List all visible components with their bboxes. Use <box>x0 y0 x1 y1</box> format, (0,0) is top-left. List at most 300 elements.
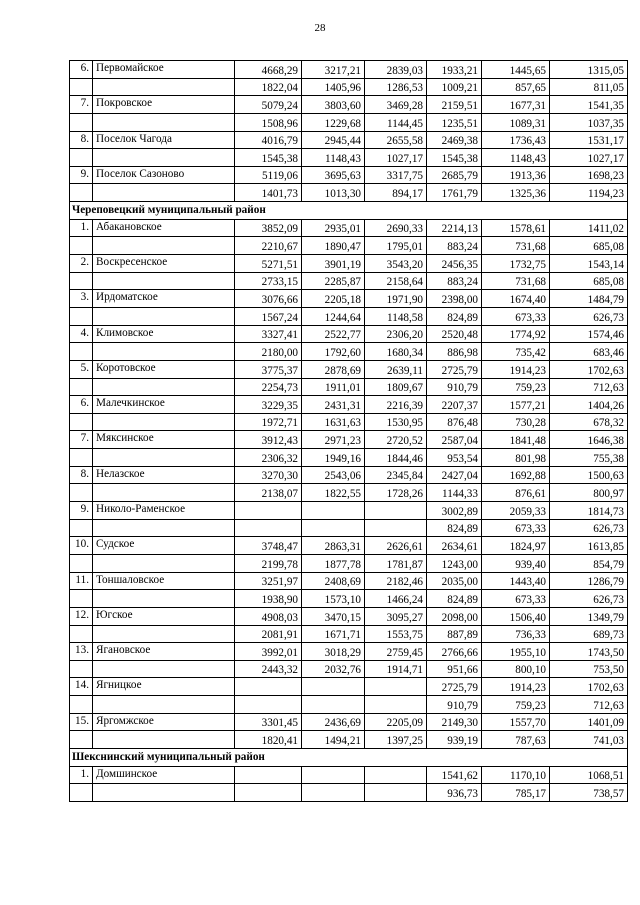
value-cell: 883,24 <box>427 272 482 290</box>
value-cell: 1933,21 <box>427 61 482 79</box>
table-row <box>70 184 628 202</box>
value-cell <box>302 766 365 784</box>
value-cell: 2081,91 <box>235 625 302 643</box>
row-index: 8. <box>70 131 93 149</box>
value-cell: 3543,20 <box>365 255 427 273</box>
value-cell: 3470,15 <box>302 607 365 625</box>
row-index <box>70 78 93 96</box>
settlement-name: Ирдоматское <box>93 290 235 308</box>
value-cell: 2443,32 <box>235 660 302 678</box>
value-cell: 3317,75 <box>365 166 427 184</box>
table-row <box>70 431 628 449</box>
row-index: 6. <box>70 61 93 79</box>
value-cell: 2431,31 <box>302 396 365 414</box>
value-cell <box>235 696 302 714</box>
value-cell: 2725,79 <box>427 678 482 696</box>
value-cell: 1702,63 <box>550 678 628 696</box>
value-cell: 3901,19 <box>302 255 365 273</box>
value-cell <box>302 519 365 537</box>
value-cell: 2685,79 <box>427 166 482 184</box>
value-cell: 1814,73 <box>550 502 628 520</box>
settlement-name: Мяксинское <box>93 431 235 449</box>
settlement-name <box>93 449 235 467</box>
row-index <box>70 554 93 572</box>
value-cell: 2182,46 <box>365 572 427 590</box>
value-cell: 3695,63 <box>302 166 365 184</box>
row-index <box>70 625 93 643</box>
value-cell: 1792,60 <box>302 343 365 361</box>
value-cell: 2427,04 <box>427 466 482 484</box>
value-cell: 1027,17 <box>550 149 628 167</box>
value-cell: 1466,24 <box>365 590 427 608</box>
value-cell: 1631,63 <box>302 413 365 431</box>
table-row <box>70 554 628 572</box>
tariff-table <box>69 60 628 802</box>
value-cell: 2138,07 <box>235 484 302 502</box>
value-cell: 3217,21 <box>302 61 365 79</box>
value-cell: 1955,10 <box>482 643 550 661</box>
value-cell: 712,63 <box>550 378 628 396</box>
value-cell: 1543,14 <box>550 255 628 273</box>
value-cell: 2935,01 <box>302 219 365 237</box>
value-cell: 1027,17 <box>365 149 427 167</box>
value-cell <box>235 502 302 520</box>
settlement-name: Яргомжское <box>93 713 235 731</box>
row-index <box>70 590 93 608</box>
row-index <box>70 343 93 361</box>
row-index: 5. <box>70 360 93 378</box>
value-cell: 3852,09 <box>235 219 302 237</box>
value-cell: 4908,03 <box>235 607 302 625</box>
value-cell: 1567,24 <box>235 307 302 325</box>
table-row <box>70 784 628 802</box>
settlement-name: Судское <box>93 537 235 555</box>
value-cell: 1013,30 <box>302 184 365 202</box>
value-cell <box>365 678 427 696</box>
value-cell: 854,79 <box>550 554 628 572</box>
value-cell <box>235 519 302 537</box>
value-cell: 1732,75 <box>482 255 550 273</box>
table-row <box>70 643 628 661</box>
value-cell: 673,33 <box>482 307 550 325</box>
row-index: 12. <box>70 607 93 625</box>
value-cell: 1574,46 <box>550 325 628 343</box>
value-cell: 683,46 <box>550 343 628 361</box>
row-index: 6. <box>70 396 93 414</box>
table-row <box>70 325 628 343</box>
table-row <box>70 766 628 784</box>
value-cell: 1530,95 <box>365 413 427 431</box>
value-cell: 1401,09 <box>550 713 628 731</box>
row-index: 1. <box>70 766 93 784</box>
value-cell: 1325,36 <box>482 184 550 202</box>
value-cell: 1545,38 <box>427 149 482 167</box>
value-cell: 2254,73 <box>235 378 302 396</box>
value-cell: 2839,03 <box>365 61 427 79</box>
settlement-name <box>93 272 235 290</box>
row-index <box>70 484 93 502</box>
value-cell: 1315,05 <box>550 61 628 79</box>
value-cell <box>365 766 427 784</box>
settlement-name <box>93 237 235 255</box>
value-cell: 939,40 <box>482 554 550 572</box>
value-cell: 2306,32 <box>235 449 302 467</box>
row-index <box>70 237 93 255</box>
value-cell: 953,54 <box>427 449 482 467</box>
value-cell: 1674,40 <box>482 290 550 308</box>
value-cell: 887,89 <box>427 625 482 643</box>
value-cell: 1286,53 <box>365 78 427 96</box>
value-cell: 5079,24 <box>235 96 302 114</box>
table-row <box>70 537 628 555</box>
value-cell <box>302 696 365 714</box>
value-cell: 787,63 <box>482 731 550 749</box>
value-cell <box>302 502 365 520</box>
table-row <box>70 113 628 131</box>
value-cell <box>302 784 365 802</box>
table-row <box>70 396 628 414</box>
value-cell: 1578,61 <box>482 219 550 237</box>
value-cell: 5271,51 <box>235 255 302 273</box>
settlement-name <box>93 113 235 131</box>
value-cell: 1500,63 <box>550 466 628 484</box>
value-cell: 1170,10 <box>482 766 550 784</box>
value-cell: 2158,64 <box>365 272 427 290</box>
value-cell: 3912,43 <box>235 431 302 449</box>
value-cell: 1494,21 <box>302 731 365 749</box>
value-cell: 2634,61 <box>427 537 482 555</box>
settlement-name <box>93 413 235 431</box>
value-cell: 1405,96 <box>302 78 365 96</box>
settlement-name <box>93 149 235 167</box>
row-index: 1. <box>70 219 93 237</box>
value-cell: 1949,16 <box>302 449 365 467</box>
row-index <box>70 519 93 537</box>
value-cell: 910,79 <box>427 696 482 714</box>
settlement-name <box>93 378 235 396</box>
value-cell: 712,63 <box>550 696 628 714</box>
row-index <box>70 784 93 802</box>
table-row <box>70 343 628 361</box>
settlement-name <box>93 554 235 572</box>
row-index <box>70 413 93 431</box>
value-cell: 3992,01 <box>235 643 302 661</box>
value-cell: 1680,34 <box>365 343 427 361</box>
value-cell: 3251,97 <box>235 572 302 590</box>
value-cell: 2945,44 <box>302 131 365 149</box>
settlement-name <box>93 731 235 749</box>
row-index <box>70 378 93 396</box>
settlement-name <box>93 784 235 802</box>
value-cell: 1244,64 <box>302 307 365 325</box>
value-cell: 3803,60 <box>302 96 365 114</box>
value-cell: 1089,31 <box>482 113 550 131</box>
page-number: 28 <box>314 22 326 34</box>
value-cell: 1822,55 <box>302 484 365 502</box>
value-cell: 1972,71 <box>235 413 302 431</box>
row-index: 9. <box>70 166 93 184</box>
value-cell: 731,68 <box>482 272 550 290</box>
value-cell: 1235,51 <box>427 113 482 131</box>
value-cell: 1781,87 <box>365 554 427 572</box>
settlement-name <box>93 660 235 678</box>
value-cell: 1144,45 <box>365 113 427 131</box>
table-row <box>70 149 628 167</box>
value-cell: 1411,02 <box>550 219 628 237</box>
value-cell: 1037,35 <box>550 113 628 131</box>
value-cell: 2408,69 <box>302 572 365 590</box>
settlement-name <box>93 307 235 325</box>
settlement-name: Поселок Чагода <box>93 131 235 149</box>
settlement-name: Воскресенское <box>93 255 235 273</box>
table-row <box>70 61 628 79</box>
value-cell: 626,73 <box>550 590 628 608</box>
settlement-name: Абакановское <box>93 219 235 237</box>
settlement-name: Нелазское <box>93 466 235 484</box>
settlement-name: Коротовское <box>93 360 235 378</box>
value-cell: 894,17 <box>365 184 427 202</box>
table-row <box>70 607 628 625</box>
value-cell: 2543,06 <box>302 466 365 484</box>
table-row <box>70 449 628 467</box>
value-cell: 1761,79 <box>427 184 482 202</box>
value-cell: 1914,23 <box>482 678 550 696</box>
value-cell: 1698,23 <box>550 166 628 184</box>
value-cell: 800,97 <box>550 484 628 502</box>
value-cell: 1824,97 <box>482 537 550 555</box>
table-row <box>70 78 628 96</box>
value-cell: 753,50 <box>550 660 628 678</box>
table-row <box>70 219 628 237</box>
value-cell: 1243,00 <box>427 554 482 572</box>
value-cell: 1577,21 <box>482 396 550 414</box>
value-cell: 2878,69 <box>302 360 365 378</box>
table-row <box>70 166 628 184</box>
value-cell: 1553,75 <box>365 625 427 643</box>
value-cell: 1009,21 <box>427 78 482 96</box>
value-cell: 1913,36 <box>482 166 550 184</box>
value-cell: 800,10 <box>482 660 550 678</box>
value-cell: 673,33 <box>482 590 550 608</box>
value-cell: 1911,01 <box>302 378 365 396</box>
row-index <box>70 696 93 714</box>
settlement-name <box>93 590 235 608</box>
value-cell: 2766,66 <box>427 643 482 661</box>
row-index: 2. <box>70 255 93 273</box>
value-cell: 1557,70 <box>482 713 550 731</box>
value-cell: 2098,00 <box>427 607 482 625</box>
table-row <box>70 590 628 608</box>
settlement-name: Климовское <box>93 325 235 343</box>
table-row <box>70 255 628 273</box>
value-cell: 2306,20 <box>365 325 427 343</box>
value-cell: 1914,71 <box>365 660 427 678</box>
value-cell: 1820,41 <box>235 731 302 749</box>
value-cell: 678,32 <box>550 413 628 431</box>
value-cell: 2216,39 <box>365 396 427 414</box>
value-cell: 1890,47 <box>302 237 365 255</box>
value-cell: 2587,04 <box>427 431 482 449</box>
value-cell: 3018,29 <box>302 643 365 661</box>
table-row <box>70 660 628 678</box>
value-cell: 2626,61 <box>365 537 427 555</box>
row-index <box>70 449 93 467</box>
value-cell: 626,73 <box>550 519 628 537</box>
value-cell: 2205,18 <box>302 290 365 308</box>
value-cell: 2639,11 <box>365 360 427 378</box>
settlement-name: Первомайское <box>93 61 235 79</box>
value-cell: 3775,37 <box>235 360 302 378</box>
settlement-name: Ягницкое <box>93 678 235 696</box>
row-index: 10. <box>70 537 93 555</box>
settlement-name <box>93 184 235 202</box>
table-row <box>70 572 628 590</box>
row-index <box>70 184 93 202</box>
value-cell: 1844,46 <box>365 449 427 467</box>
value-cell: 910,79 <box>427 378 482 396</box>
value-cell: 2655,58 <box>365 131 427 149</box>
value-cell: 2205,09 <box>365 713 427 731</box>
section-title: Шекснинский муниципальный район <box>70 748 628 766</box>
value-cell: 3095,27 <box>365 607 427 625</box>
value-cell: 2149,30 <box>427 713 482 731</box>
value-cell: 1877,78 <box>302 554 365 572</box>
value-cell: 1229,68 <box>302 113 365 131</box>
value-cell: 1677,31 <box>482 96 550 114</box>
table-row <box>70 290 628 308</box>
value-cell: 4016,79 <box>235 131 302 149</box>
value-cell: 3469,28 <box>365 96 427 114</box>
value-cell: 2733,15 <box>235 272 302 290</box>
value-cell: 1068,51 <box>550 766 628 784</box>
value-cell: 2159,51 <box>427 96 482 114</box>
value-cell: 3270,30 <box>235 466 302 484</box>
value-cell: 1971,90 <box>365 290 427 308</box>
value-cell: 3076,66 <box>235 290 302 308</box>
value-cell: 2032,76 <box>302 660 365 678</box>
value-cell: 731,68 <box>482 237 550 255</box>
value-cell: 857,65 <box>482 78 550 96</box>
value-cell: 2214,13 <box>427 219 482 237</box>
value-cell: 1692,88 <box>482 466 550 484</box>
value-cell: 5119,06 <box>235 166 302 184</box>
value-cell: 1148,58 <box>365 307 427 325</box>
value-cell: 824,89 <box>427 590 482 608</box>
section-title: Череповецкий муниципальный район <box>70 202 628 220</box>
row-index: 8. <box>70 466 93 484</box>
row-index: 7. <box>70 431 93 449</box>
row-index <box>70 272 93 290</box>
value-cell: 4668,29 <box>235 61 302 79</box>
value-cell: 689,73 <box>550 625 628 643</box>
table-row <box>70 484 628 502</box>
row-index: 14. <box>70 678 93 696</box>
table-row <box>70 272 628 290</box>
value-cell: 939,19 <box>427 731 482 749</box>
table-row <box>70 713 628 731</box>
section-header-row <box>70 202 628 220</box>
value-cell: 2035,00 <box>427 572 482 590</box>
value-cell: 2863,31 <box>302 537 365 555</box>
settlement-name: Покровское <box>93 96 235 114</box>
value-cell: 2436,69 <box>302 713 365 731</box>
value-cell: 1809,67 <box>365 378 427 396</box>
value-cell: 755,38 <box>550 449 628 467</box>
value-cell <box>235 784 302 802</box>
value-cell: 2398,00 <box>427 290 482 308</box>
value-cell <box>365 519 427 537</box>
value-cell: 2285,87 <box>302 272 365 290</box>
value-cell: 736,33 <box>482 625 550 643</box>
value-cell: 1397,25 <box>365 731 427 749</box>
row-index <box>70 307 93 325</box>
row-index: 3. <box>70 290 93 308</box>
value-cell: 738,57 <box>550 784 628 802</box>
value-cell: 2469,38 <box>427 131 482 149</box>
table-row <box>70 360 628 378</box>
settlement-name <box>93 696 235 714</box>
settlement-name: Ягановское <box>93 643 235 661</box>
value-cell: 1286,79 <box>550 572 628 590</box>
value-cell: 936,73 <box>427 784 482 802</box>
value-cell: 3002,89 <box>427 502 482 520</box>
value-cell: 2180,00 <box>235 343 302 361</box>
table-row <box>70 237 628 255</box>
row-index <box>70 113 93 131</box>
value-cell: 1148,43 <box>482 149 550 167</box>
value-cell <box>365 696 427 714</box>
value-cell: 1545,38 <box>235 149 302 167</box>
settlement-name: Малечкинское <box>93 396 235 414</box>
value-cell: 1774,92 <box>482 325 550 343</box>
settlement-name: Поселок Сазоново <box>93 166 235 184</box>
table-row <box>70 678 628 696</box>
settlement-name <box>93 78 235 96</box>
table-row <box>70 413 628 431</box>
value-cell: 785,17 <box>482 784 550 802</box>
value-cell: 730,28 <box>482 413 550 431</box>
value-cell: 1484,79 <box>550 290 628 308</box>
value-cell: 3748,47 <box>235 537 302 555</box>
value-cell: 1822,04 <box>235 78 302 96</box>
value-cell: 759,23 <box>482 696 550 714</box>
value-cell: 2345,84 <box>365 466 427 484</box>
value-cell <box>235 766 302 784</box>
table-row <box>70 731 628 749</box>
value-cell: 883,24 <box>427 237 482 255</box>
value-cell: 1541,35 <box>550 96 628 114</box>
value-cell: 759,23 <box>482 378 550 396</box>
settlement-name <box>93 519 235 537</box>
settlement-name: Домшинское <box>93 766 235 784</box>
value-cell: 801,98 <box>482 449 550 467</box>
value-cell: 824,89 <box>427 307 482 325</box>
value-cell: 951,66 <box>427 660 482 678</box>
value-cell: 1148,43 <box>302 149 365 167</box>
value-cell: 1671,71 <box>302 625 365 643</box>
table-row <box>70 502 628 520</box>
value-cell: 2720,52 <box>365 431 427 449</box>
value-cell: 1443,40 <box>482 572 550 590</box>
value-cell: 876,61 <box>482 484 550 502</box>
value-cell: 735,42 <box>482 343 550 361</box>
value-cell: 1401,73 <box>235 184 302 202</box>
settlement-name <box>93 484 235 502</box>
value-cell: 3229,35 <box>235 396 302 414</box>
row-index: 15. <box>70 713 93 731</box>
table-row <box>70 519 628 537</box>
value-cell: 1194,23 <box>550 184 628 202</box>
